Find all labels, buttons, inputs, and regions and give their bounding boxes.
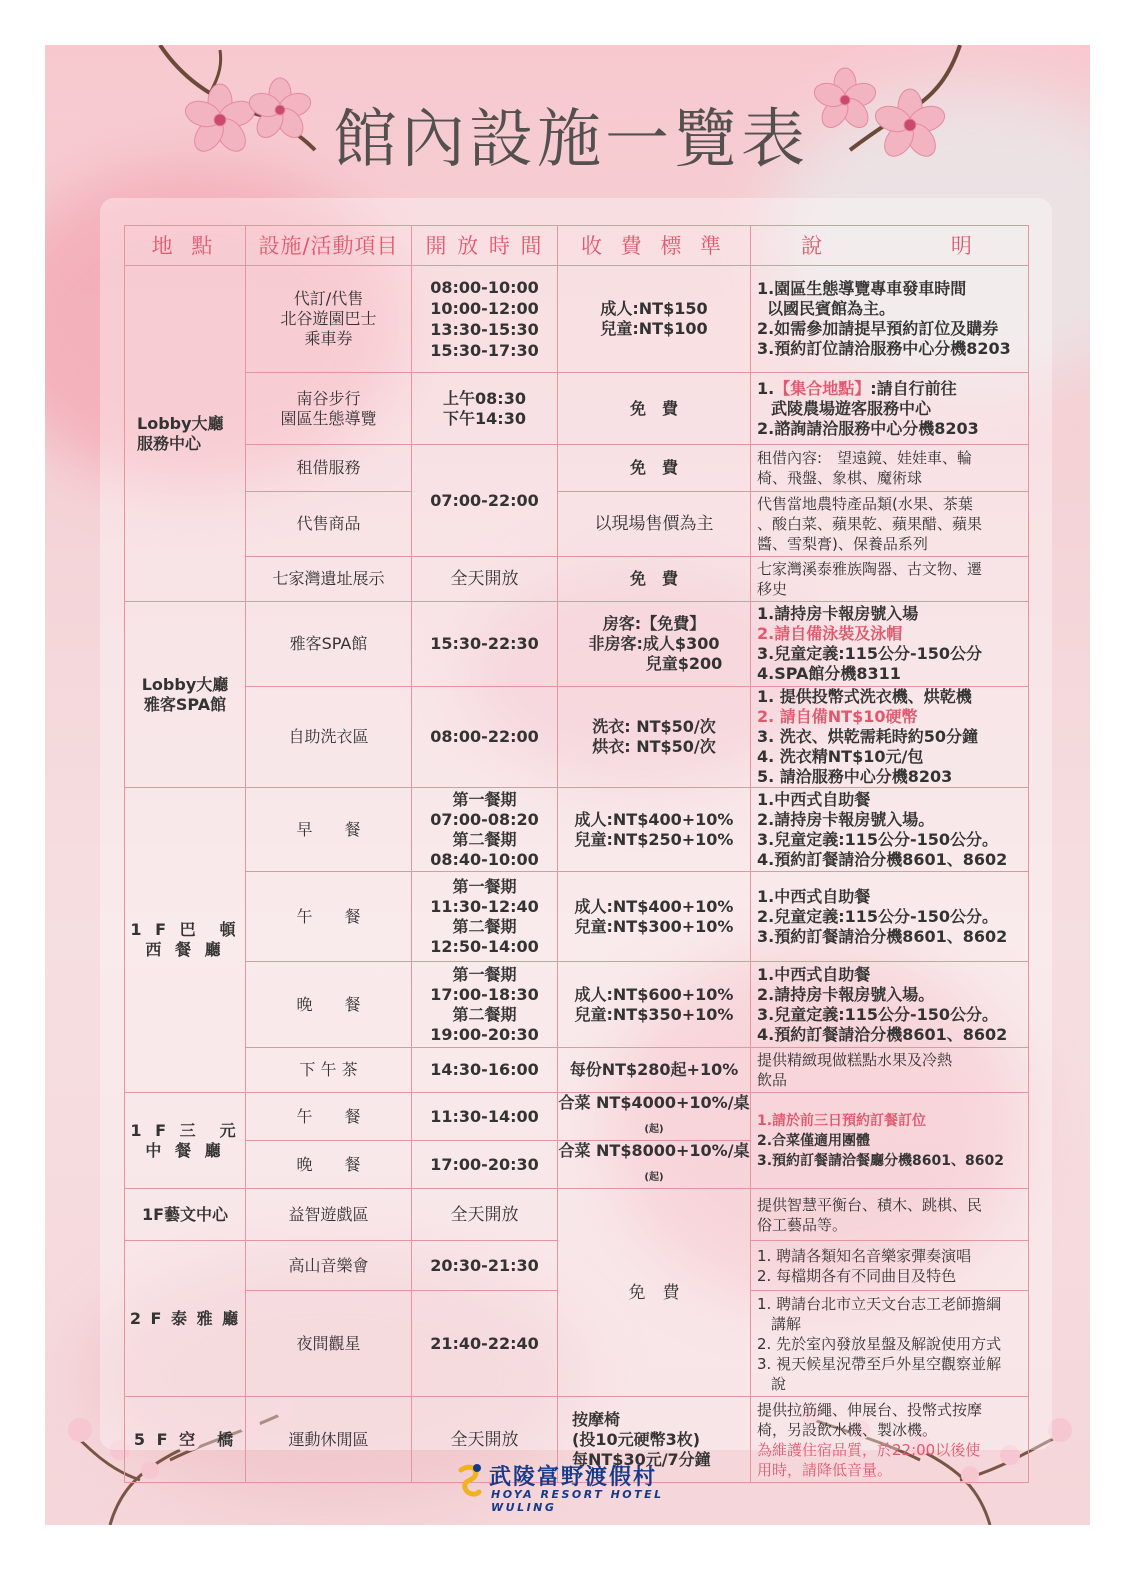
fee-tour: 免 費: [558, 373, 751, 445]
table-row: [125, 1048, 1029, 1093]
location-art: 1F藝文中心: [125, 1189, 246, 1241]
notes-breakfast: 1.中西式自助餐 2.請持房卡報房號入場。 3.兒童定義:115公分-150公分。 4.預約訂餐請洽分機8601、8602: [751, 788, 1029, 872]
location-sanyuan: 1 F 三 元 中 餐 廳: [125, 1093, 246, 1189]
logo-chinese: 武陵富野渡假村: [489, 1465, 658, 1490]
table-row: [125, 872, 1029, 962]
notes-sanyuan: 1.請於前三日預約訂餐訂位 2.合菜僅適用團體 3.預約訂餐請洽餐廳分機8601、8602: [751, 1093, 1029, 1189]
notes-bus: 1.園區生態導覽專車發車時間 以國民賓館為主。 2.如需參加請提早預約訂位及購券 3.預約訂位請洽服務中心分機8203: [751, 266, 1029, 373]
hours-laundry: 08:00-22:00: [412, 687, 558, 788]
notes-concert: 1. 聘請各類知名音樂家彈奏演唱 2. 每檔期各有不同曲目及特色: [751, 1241, 1029, 1291]
fee-goods: 以現場售價為主: [558, 492, 751, 557]
header-facility: 設施/活動項目: [246, 226, 412, 266]
hours-dinner: 第一餐期 17:00-18:30 第二餐期 19:00-20:30: [412, 962, 558, 1048]
facility-tour: 南谷步行 園區生態導覽: [246, 373, 412, 445]
facility-spa: 雅客SPA館: [246, 602, 412, 687]
fee-bridge: 按摩椅 (投10元硬幣3枚) 每NT$30元/7分鐘: [558, 1397, 751, 1483]
facility-tea: 下 午 茶: [246, 1048, 412, 1093]
hours-art: 全天開放: [412, 1189, 558, 1241]
facility-rental: 租借服務: [246, 445, 412, 492]
fee-rental: 免 費: [558, 445, 751, 492]
header-fee: 收 費 標 準: [558, 226, 751, 266]
fee-sanyuan-lunch: 合菜 NT$4000+10%/桌$_{(起)}$: [558, 1093, 751, 1141]
fee-tea: 每份NT$280起+10%: [558, 1048, 751, 1093]
notes-tour: 1.【集合地點】:請自行前往 武陵農場遊客服務中心 2.諮詢請洽服務中心分機8203: [751, 373, 1029, 445]
location-taiya: 2 F 泰 雅 廳: [125, 1241, 246, 1397]
fee-ruins: 免 費: [558, 557, 751, 602]
notes-goods: 代售當地農特產品類(水果、茶葉 、酸白菜、蘋果乾、蘋果醋、蘋果 醬、雪梨膏)、保養品系列: [751, 492, 1029, 557]
location-lobby-service: Lobby大廳 服務中心: [125, 266, 246, 602]
facility-goods: 代售商品: [246, 492, 412, 557]
facility-breakfast: 早 餐: [246, 788, 412, 872]
hours-sanyuan-lunch: 11:30-14:00: [412, 1093, 558, 1141]
hours-tea: 14:30-16:00: [412, 1048, 558, 1093]
location-bridge: 5 F 空 橋: [125, 1397, 246, 1483]
hours-bridge: 全天開放: [412, 1397, 558, 1483]
table-header-row: [125, 226, 1029, 266]
fee-bus: 成人:NT$150 兒童:NT$100: [558, 266, 751, 373]
table-row: [125, 373, 1029, 445]
fee-laundry: 洗衣: NT$50/次 烘衣: NT$50/次: [558, 687, 751, 788]
facilities-table: [124, 225, 1029, 1483]
facility-ruins: 七家灣遺址展示: [246, 557, 412, 602]
hours-lunch: 第一餐期 11:30-12:40 第二餐期 12:50-14:00: [412, 872, 558, 962]
hours-sanyuan-dinner: 17:00-20:30: [412, 1141, 558, 1189]
table-row: [125, 687, 1029, 788]
notes-rental: 租借內容: 望遠鏡、娃娃車、輪 椅、飛盤、象棋、魔術球: [751, 445, 1029, 492]
facility-bridge: 運動休閒區: [246, 1397, 412, 1483]
notes-laundry: 1. 提供投幣式洗衣機、烘乾機 2. 請自備NT$10硬幣 3. 洗衣、烘乾需耗時約50分鐘 4. 洗衣精NT$10元/包 5. 請洽服務中心分機8203: [751, 687, 1029, 788]
hoya-logo-icon: [455, 1462, 485, 1502]
header-hours: 開 放 時 間: [412, 226, 558, 266]
notes-art: 提供智慧平衡台、積木、跳棋、民 俗工藝品等。: [751, 1189, 1029, 1241]
hours-tour: 上午08:30 下午14:30: [412, 373, 558, 445]
hours-stars: 21:40-22:40: [412, 1291, 558, 1397]
location-lobby-spa: Lobby大廳 雅客SPA館: [125, 602, 246, 788]
facility-sanyuan-lunch: 午 餐: [246, 1093, 412, 1141]
hours-breakfast: 第一餐期 07:00-08:20 第二餐期 08:40-10:00: [412, 788, 558, 872]
facility-concert: 高山音樂會: [246, 1241, 412, 1291]
facility-dinner: 晚 餐: [246, 962, 412, 1048]
table-row: [125, 962, 1029, 1048]
logo-english: HOYA RESORT HOTEL WULING: [491, 1488, 664, 1514]
header-location: 地 點: [125, 226, 246, 266]
facility-bus: 代訂/代售 北谷遊園巴士 乘車券: [246, 266, 412, 373]
notes-lunch: 1.中西式自助餐 2.兒童定義:115公分-150公分。 3.預約訂餐請洽分機8601、8602: [751, 872, 1029, 962]
table-row: [125, 1093, 1029, 1141]
notes-tea: 提供精緻現做糕點水果及冷熱 飲品: [751, 1048, 1029, 1093]
notes-ruins: 七家灣溪泰雅族陶器、古文物、遷 移史: [751, 557, 1029, 602]
hotel-logo: [455, 1460, 715, 1514]
notes-bridge: 提供拉筋繩、伸展台、投幣式按摩 椅，另設飲水機、製冰機。 為維護住宿品質，於22:00以後使 用時，請降低音量。: [751, 1397, 1029, 1483]
notes-dinner: 1.中西式自助餐 2.請持房卡報房號入場。 3.兒童定義:115公分-150公分。 4.預約訂餐請洽分機8601、8602: [751, 962, 1029, 1048]
hours-bus: 08:00-10:00 10:00-12:00 13:30-15:30 15:30-17:30: [412, 266, 558, 373]
hours-ruins: 全天開放: [412, 557, 558, 602]
facility-art: 益智遊戲區: [246, 1189, 412, 1241]
fee-lunch: 成人:NT$400+10% 兒童:NT$300+10%: [558, 872, 751, 962]
facility-stars: 夜間觀星: [246, 1291, 412, 1397]
table-row: [125, 266, 1029, 373]
hours-spa: 15:30-22:30: [412, 602, 558, 687]
table-row: [125, 788, 1029, 872]
fee-sanyuan-dinner: 合菜 NT$8000+10%/桌$_{(起)}$: [558, 1141, 751, 1189]
facility-sanyuan-dinner: 晚 餐: [246, 1141, 412, 1189]
facility-laundry: 自助洗衣區: [246, 687, 412, 788]
table-row: [125, 492, 1029, 557]
facility-lunch: 午 餐: [246, 872, 412, 962]
notes-stars: 1. 聘請台北市立天文台志工老師擔綱 講解 2. 先於室內發放星盤及解說使用方式 3. 視天候星況帶至戶外星空觀察並解 說: [751, 1291, 1029, 1397]
table-row: [125, 602, 1029, 687]
fee-spa: 房客:【免費】 非房客:成人$300 兒童$200: [558, 602, 751, 687]
table-row: [125, 1189, 1029, 1241]
table-row: [125, 445, 1029, 492]
hours-concert: 20:30-21:30: [412, 1241, 558, 1291]
fee-dinner: 成人:NT$600+10% 兒童:NT$350+10%: [558, 962, 751, 1048]
hours-shared: 07:00-22:00: [412, 445, 558, 557]
table-row: [125, 557, 1029, 602]
location-barton: 1 F 巴 頓 西 餐 廳: [125, 788, 246, 1093]
fee-breakfast: 成人:NT$400+10% 兒童:NT$250+10%: [558, 788, 751, 872]
page-title: 館內設施一覽表: [333, 103, 809, 177]
fee-free-shared: 免 費: [558, 1189, 751, 1397]
header-notes: 說 明: [751, 226, 1029, 266]
notes-spa: 1.請持房卡報房號入場 2.請自備泳裝及泳帽 3.兒童定義:115公分-150公分 4.SPA館分機8311: [751, 602, 1029, 687]
